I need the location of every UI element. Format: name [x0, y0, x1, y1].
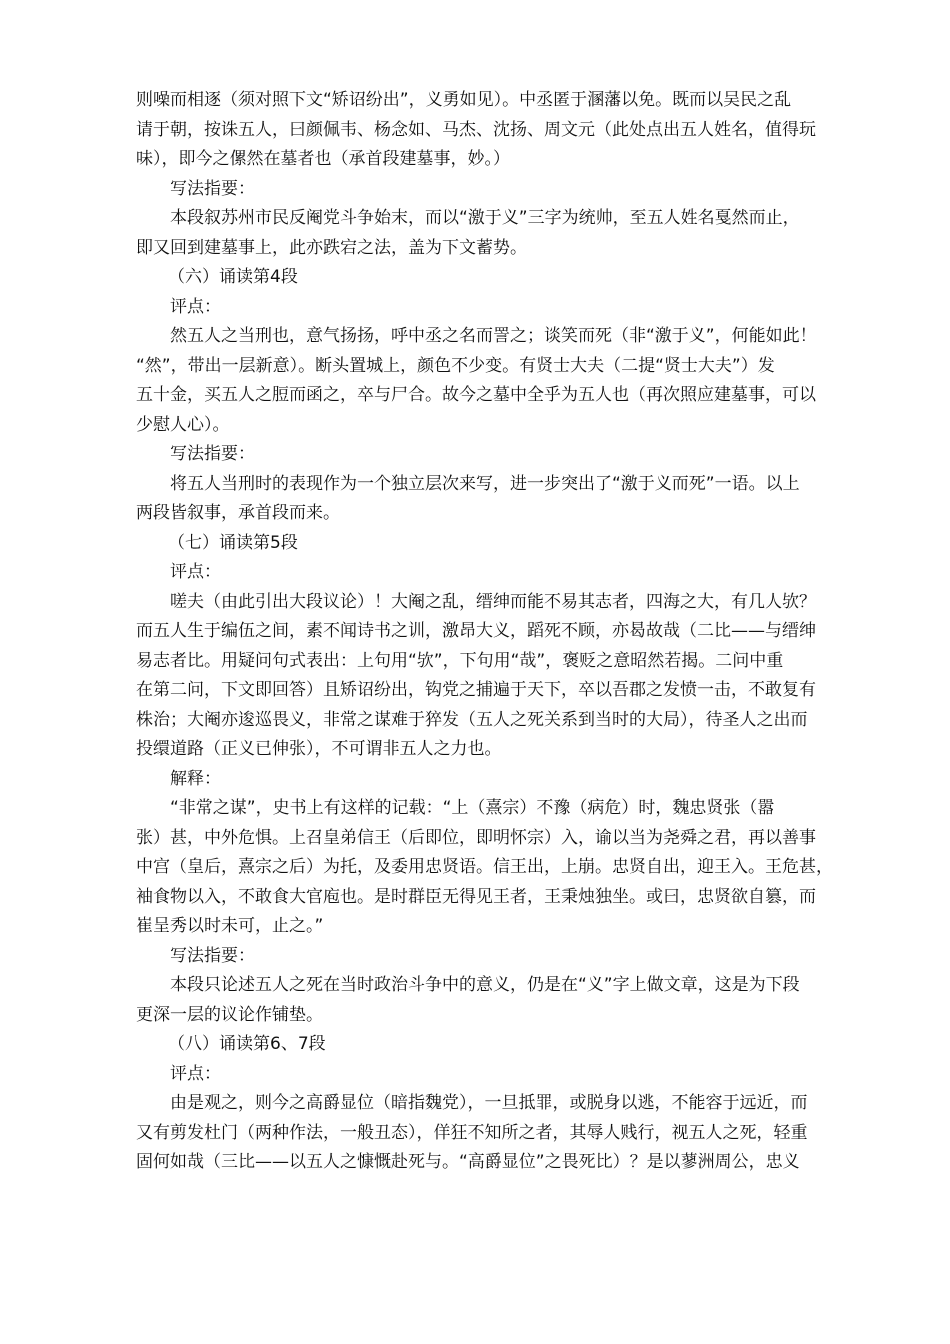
text-line: 中宫（皇后，熹宗之后）为托，及委用忠贤语。信王出，上崩。忠贤自出，迎王入。王危甚，: [136, 857, 833, 877]
text-line: 本段只论述五人之死在当时政治斗争中的意义，仍是在“义”字上做文章，这是为下段: [170, 975, 800, 995]
text-line: 将五人当刑时的表现作为一个独立层次来写，进一步突出了“激于义而死”一语。以上: [170, 473, 800, 494]
section-label: 写法指要：: [170, 945, 255, 966]
section-label: 写法指要：: [170, 444, 255, 464]
text-line: 少慰人心）。: [136, 414, 230, 435]
text-line: 由是观之，则今之高爵显位（暗指魏党），一旦抵罪，或脱身以逃，不能容于远近，而: [170, 1093, 808, 1113]
text-line: 嗟夫（由此引出大段议论）！大阉之乱，缙绅而能不易其志者，四海之大，有几人欤？: [170, 591, 816, 612]
section-heading: （七）诵读第5段: [168, 532, 298, 553]
text-line: 株治；大阉亦逡巡畏义，非常之谋难于猝发（五人之死关系到当时的大局），待圣人之出而: [136, 709, 808, 730]
section-label: 评点：: [170, 296, 221, 317]
text-line: 即又回到建墓事上，此亦跌宕之法，盖为下文蓄势。: [136, 237, 527, 258]
section-heading: （六）诵读第4段: [168, 267, 298, 287]
text-line: 则噪而相逐（须对照下文“矫诏纷出”，义勇如见）。中丞匿于溷藩以免。既而以吴民之乱: [136, 90, 792, 110]
text-line: 然五人之当刑也，意气扬扬，呼中丞之名而詈之；谈笑而死（非“激于义”，何能如此！: [170, 326, 817, 346]
text-line: 易志者比。用疑问句式表出：上句用“欤”，下句用“哉”，褒贬之意昭然若揭。二问中重: [136, 650, 784, 671]
text-line: 崔呈秀以时未可，止之。”: [136, 916, 324, 936]
text-line: 本段叙苏州市民反阉党斗争始末，而以“激于义”三字为统帅，至五人姓名戛然而止，: [170, 208, 800, 228]
document-body: [136, 86, 833, 1178]
text-line: 张）甚，中外危惧。上召皇弟信王（后即位，即明怀宗）入，谕以当为尧舜之君，再以善事: [136, 827, 816, 848]
text-line: 固何如哉（三比——以五人之慷慨赴死与。“高爵显位”之畏死比）？是以蓼洲周公，忠义: [136, 1152, 800, 1172]
text-line: 两段皆叙事，承首段而来。: [136, 503, 340, 523]
text-line: 五十金，买五人之脰而函之，卒与尸合。故今之墓中全乎为五人也（再次照应建墓事，可以: [136, 385, 816, 405]
section-label: 评点：: [170, 1063, 221, 1084]
text-line: 投缳道路（正义已伸张），不可谓非五人之力也。: [136, 739, 502, 759]
text-line: “然”，带出一层新意）。断头置城上，颜色不少变。有贤士大夫（二提“贤士大夫”）发: [136, 355, 775, 376]
text-line: 请于朝，按诛五人，曰颜佩韦、杨念如、马杰、沈扬、周文元（此处点出五人姓名，值得玩: [136, 119, 816, 140]
text-line: 在第二问，下文即回答）且矫诏纷出，钩党之捕遍于天下，卒以吾郡之发愤一击，不敢复有: [136, 680, 816, 700]
text-line: 味），即今之傫然在墓者也（承首段建墓事，妙。）: [136, 149, 510, 169]
text-line: 而五人生于编伍之间，素不闻诗书之训，激昂大义，蹈死不顾，亦曷故哉（二比——与缙绅: [136, 621, 816, 641]
section-label: 评点：: [170, 562, 221, 582]
section-heading: （八）诵读第6、7段: [168, 1034, 326, 1054]
section-label: 写法指要：: [170, 178, 255, 199]
text-line: 又有剪发杜门（两种作法，一般丑态），佯狂不知所之者，其辱人贱行，视五人之死，轻重: [136, 1122, 808, 1143]
text-line: “非常之谋”，史书上有这样的记载：“上（熹宗）不豫（病危）时，魏忠贤张（嚣: [170, 798, 775, 818]
text-line: 袖食物以入，不敢食大官庖也。是时群臣无得见王者，王秉烛独坐。或曰，忠贤欲自篡，而: [136, 886, 816, 907]
section-label: 解释：: [170, 768, 221, 789]
text-line: 更深一层的议论作铺垫。: [136, 1004, 323, 1025]
